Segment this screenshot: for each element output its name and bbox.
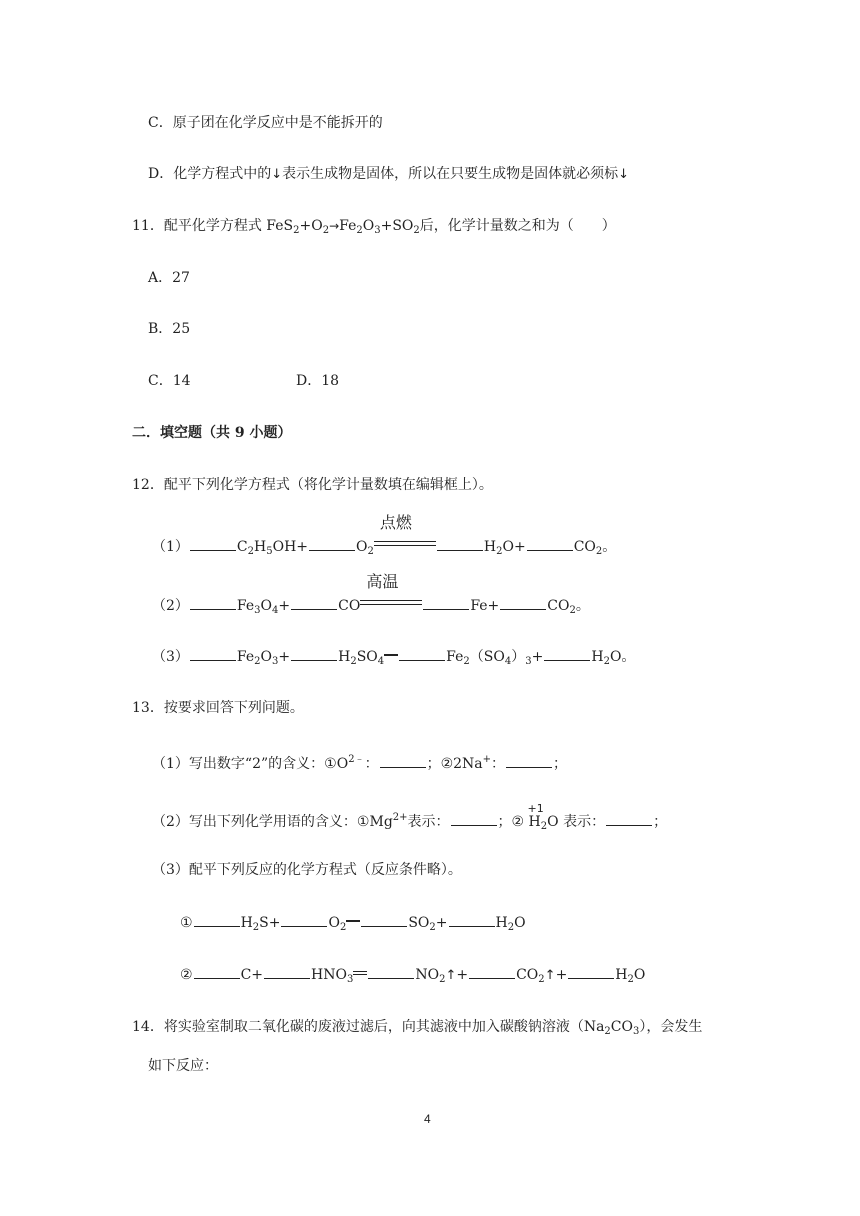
q11-option-a: A．27 xyxy=(148,270,190,286)
answer-blank[interactable] xyxy=(451,811,497,826)
q12-equation-2: （2） $Fe_3O_4+$ CO 高温 $Fe+ CO_2$。 xyxy=(152,572,590,616)
q14-line-1: 14．将实验室制取二氧化碳的废液过滤后，向其滤液中加入碳酸钠溶液$(Na_2CO_3)$，会发生 xyxy=(132,1019,703,1037)
answer-blank[interactable] xyxy=(399,646,445,661)
answer-blank[interactable] xyxy=(291,595,337,610)
answer-blank[interactable] xyxy=(291,646,337,661)
answer-blank[interactable] xyxy=(527,536,573,551)
q14-line-2: 如下反应： xyxy=(148,1058,218,1074)
right-arrow-icon: → xyxy=(329,219,340,233)
q12-equation-1: （1） $C_2H_5OH+ O_2$ 点燃 $H_2O+ CO_2$。 xyxy=(152,513,617,557)
valence-mark: +1 H xyxy=(527,802,544,830)
equals-sign xyxy=(353,965,367,979)
answer-blank[interactable] xyxy=(500,595,546,610)
up-arrow-icon: ↑ xyxy=(445,968,457,983)
answer-blank[interactable] xyxy=(281,912,327,927)
answer-blank[interactable] xyxy=(568,964,614,979)
answer-blank[interactable] xyxy=(190,646,236,661)
answer-blank[interactable] xyxy=(606,811,652,826)
q12-equation-3: （3） $Fe_2O_3+ H_2SO_4$ $Fe_2(SO_4)_3+ H_2O$。 xyxy=(152,646,635,672)
answer-blank[interactable] xyxy=(423,595,469,610)
answer-blank[interactable] xyxy=(194,912,240,927)
answer-blank[interactable] xyxy=(368,964,414,979)
answer-blank[interactable] xyxy=(190,595,236,610)
answer-blank[interactable] xyxy=(309,536,355,551)
reaction-condition: 高温 xyxy=(360,590,422,610)
answer-blank[interactable] xyxy=(449,912,495,927)
q11-option-c: C．14 xyxy=(148,373,191,389)
q11-stem: 11．配平化学方程式 $FeS_2+O_2\to Fe_2O_3+SO_2$后，化学计量数之和为（ ） xyxy=(132,218,616,236)
q11-option-d: D．18 xyxy=(296,373,340,389)
q13-stem: 13．按要求回答下列问题。 xyxy=(132,700,304,716)
answer-blank[interactable] xyxy=(469,964,515,979)
q12-stem: 12．配平下列化学方程式（将化学计量数填在编辑框上）。 xyxy=(132,477,493,493)
equals-sign xyxy=(346,913,360,927)
down-arrow-icon: ↓ xyxy=(618,167,630,182)
q13-part-3: （3）配平下列反应的化学方程式（反应条件略）。 xyxy=(152,862,462,878)
equals-sign xyxy=(384,647,398,661)
answer-blank[interactable] xyxy=(194,964,240,979)
page-number: 4 xyxy=(424,1112,431,1126)
up-arrow-icon: ↑ xyxy=(544,968,556,983)
q11-option-b: B．25 xyxy=(148,321,191,337)
q13-part-1: （1）写出数字“2”的含义：$①O^{2﹣}$： ；②2Na+： ； xyxy=(152,754,568,772)
section-title: 二．填空题（共 9 小题） xyxy=(132,425,292,441)
q13-reaction-2: ② $C+ HNO_3$ $NO_2↑+$ $CO_2↑+ H_2O$ xyxy=(180,964,645,990)
reaction-condition: 点燃 xyxy=(374,531,436,551)
q13-part-2: （2）写出下列化学用语的含义：$①Mg^{2+}$表示： ；② +1 $H_2O$ 表示： ； xyxy=(152,802,668,832)
down-arrow-icon: ↓ xyxy=(271,167,283,182)
answer-blank[interactable] xyxy=(437,536,483,551)
answer-blank[interactable] xyxy=(264,964,310,979)
answer-blank[interactable] xyxy=(544,646,590,661)
q13-reaction-1: ① $H_2S+ O_2$ $SO_2+ H_2O$ xyxy=(180,912,526,938)
answer-blank[interactable] xyxy=(190,536,236,551)
q10-option-d: D．化学方程式中的↓表示生成物是固体，所以在只要生成物是固体就必须标↓ xyxy=(148,166,630,182)
answer-blank[interactable] xyxy=(380,753,426,768)
answer-blank[interactable] xyxy=(361,912,407,927)
q10-option-c: C．原子团在化学反应中是不能拆开的 xyxy=(148,115,383,131)
answer-blank[interactable] xyxy=(506,753,552,768)
